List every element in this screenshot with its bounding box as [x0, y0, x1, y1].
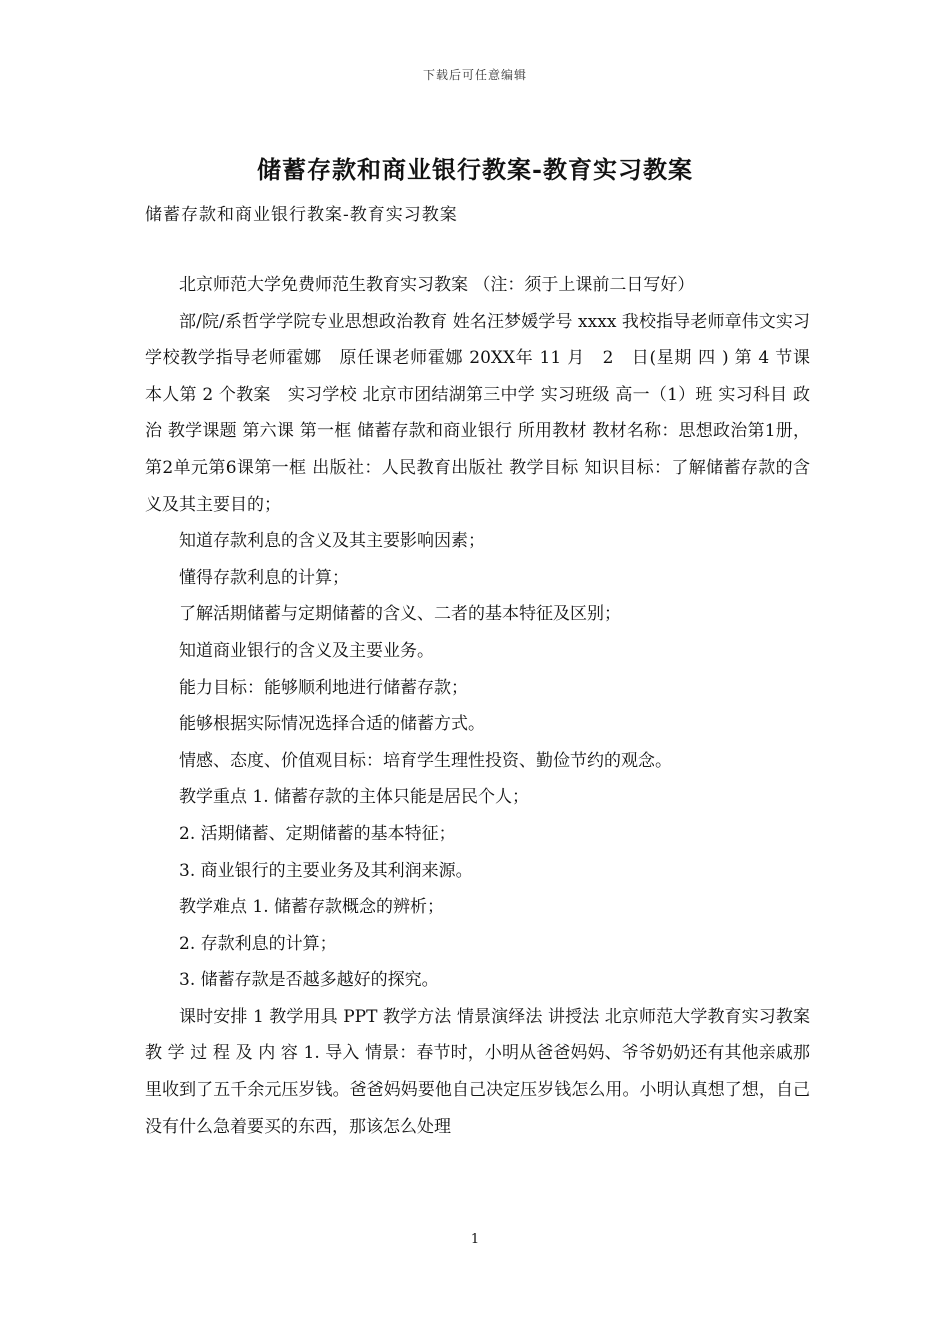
paragraph-difficulty-2: 2. 存款利息的计算； — [179, 933, 337, 954]
paragraph-key-point-2: 2. 活期储蓄、定期储蓄的基本特征； — [179, 823, 456, 844]
paragraph-goal-calculation: 懂得存款利息的计算； — [179, 567, 349, 588]
document-title: 储蓄存款和商业银行教案-教育实习教案 — [257, 155, 693, 184]
paragraph-goal-interest: 知道存款利息的含义及其主要影响因素； — [179, 531, 485, 552]
document-subtitle: 储蓄存款和商业银行教案-教育实习教案 — [145, 205, 458, 225]
paragraph-header-line: 北京师范大学免费师范生教育实习教案 （注：须于上课前二日写好） — [179, 275, 695, 295]
paragraph-basic-info: 部/院/系哲学学院专业思想政治教育 姓名汪梦媛学号 xxxx 我校指导老师章伟文实习学校教学指导老师霍娜 原任课老师霍娜 20XX年 11 月 2 日(星期 四 ) 第 4 节课 本人第 2 个教案 实习学校 北京市团结湖第三中学 实习班级 高一（1）班 实习科目 政治 教学课题 第六课 第一框 储蓄存款和商业银行 所用教材 教材名称：思想政治第1册，第2单元第6课第一框 出版社：人民教育出版社 教学目标 知识目标：了解储蓄存款的含义及其主要目的； — [145, 311, 861, 515]
paragraph-ability-choice: 能够根据实际情况选择合适的储蓄方式。 — [179, 714, 485, 735]
paragraph-ability-goal: 能力目标：能够顺利地进行储蓄存款； — [179, 677, 468, 698]
document-body — [145, 267, 861, 1145]
paragraph-goal-savings-types: 了解活期储蓄与定期储蓄的含义、二者的基本特征及区别； — [179, 604, 621, 625]
paragraph-key-point-1: 教学重点 1. 储蓄存款的主体只能是居民个人； — [179, 787, 530, 808]
page-number: 1 — [470, 1232, 480, 1247]
paragraph-key-point-3: 3. 商业银行的主要业务及其利润来源。 — [179, 860, 473, 881]
paragraph-difficulty-3: 3. 储蓄存款是否越多越好的探究。 — [179, 970, 439, 991]
paragraph-goal-bank: 知道商业银行的含义及主要业务。 — [179, 640, 434, 661]
paragraph-emotion-goal: 情感、态度、价值观目标：培育学生理性投资、勤俭节约的观念。 — [179, 750, 672, 771]
paragraph-difficulty-1: 教学难点 1. 储蓄存款概念的辨析； — [179, 897, 445, 918]
paragraph-lesson-process: 课时安排 1 教学用具 PPT 教学方法 情景演绎法 讲授法 北京师范大学教育实习教案 教 学 过 程 及 内 容 1. 导入 情景：春节时，小明从爸爸妈妈、爷爷奶奶还有其他亲戚那里收到了五千余元压岁钱。爸爸妈妈要他自己决定压岁钱怎么用。小明认真想了想，自己没有什么急着要买的东西，那该怎么处理 — [145, 1006, 810, 1137]
page-header-note: 下载后可任意编辑 — [422, 68, 527, 82]
